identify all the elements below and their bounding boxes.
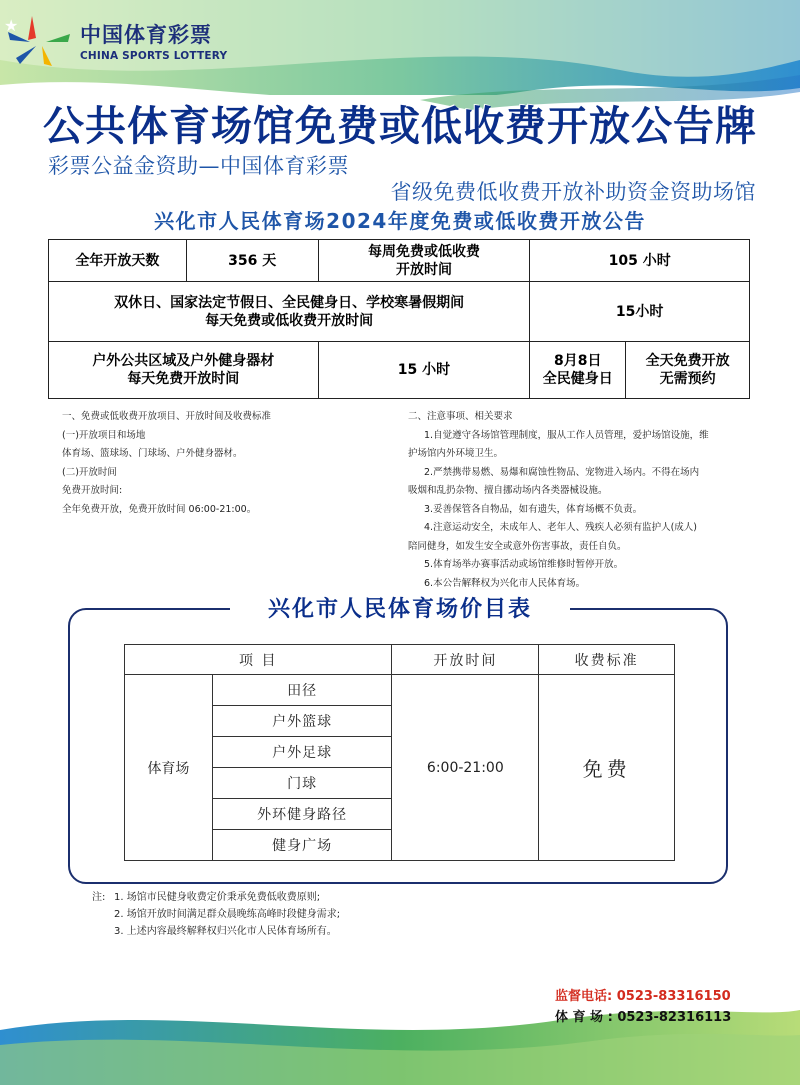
rules-open-items: [62, 408, 407, 519]
supervise-label: 监督电话:: [555, 989, 613, 1004]
open-time: 6:00-21:00: [392, 675, 539, 861]
brand-name-cn: 中国体育彩票: [80, 22, 212, 47]
rules-left-line: 一、免费或低收费开放项目、开放时间及收费标准: [62, 411, 272, 422]
subtitle-lottery: 彩票公益金资助—中国体育彩票: [48, 154, 349, 178]
fee-standard: 免费: [539, 675, 675, 861]
fitness-day-note-line2: 无需预约: [659, 371, 716, 387]
rules-left-line: (一)开放项目和场地: [62, 429, 146, 441]
annual-days-label: 全年开放天数: [49, 240, 187, 282]
outdoor-hours-label-line1: 户外公共区域及户外健身器材: [92, 353, 275, 369]
holiday-hours-label: [49, 282, 530, 342]
rules-left-line: 全年免费开放，免费开放时间 06:00-21:00。: [62, 503, 257, 515]
rules-notices: [408, 408, 753, 593]
price-header-row: [125, 645, 675, 675]
weekly-hours-label: [318, 240, 530, 282]
price-item: 田径: [212, 675, 392, 706]
rules-left-line: 免费开放时间:: [62, 485, 123, 496]
note-item: 2. 场馆开放时间满足群众晨晚练高峰时段健身需求;: [114, 909, 341, 920]
rule-item-cont: 陪同健身，如发生安全或意外伤害事故，责任自负。: [408, 540, 627, 552]
supervise-phone: 0523-83316150: [616, 989, 731, 1004]
rule-item-cont: 吸烟和乱扔杂物、擅自挪动场内各类器械设施。: [408, 485, 608, 496]
supervise-phone-line: [555, 986, 731, 1007]
weekly-hours-label-line2: 开放时间: [395, 261, 452, 278]
header-item: 项 目: [125, 645, 392, 675]
page-title: 公共体育场馆免费或低收费开放公告牌: [43, 102, 757, 150]
note-item: 3. 上述内容最终解释权归兴化市人民体育场所有。: [114, 926, 337, 937]
price-item: 户外足球: [212, 737, 392, 768]
hours-row-outdoor: [49, 342, 750, 399]
holiday-hours-label-line1: 双休日、国家法定节假日、全民健身日、学校寒暑假期间: [114, 294, 465, 311]
note-item: 1. 场馆市民健身收费定价秉承免费低收费原则;: [114, 892, 321, 903]
holiday-hours-label-line2: 每天免费或低收费开放时间: [205, 312, 374, 329]
notes-label: 注:: [92, 892, 106, 903]
fitness-day-date: 8月8日: [553, 353, 602, 369]
notice-title: 兴化市人民体育场2024年度免费或低收费开放公告: [154, 209, 646, 233]
rule-item: 4.注意运动安全，未成年人、老年人、残疾人必须有监护人(成人): [424, 522, 697, 533]
outdoor-hours-value: 15 小时: [318, 342, 530, 399]
subtitle-subsidy: 省级免费低收费开放补助资金资助场馆: [390, 180, 756, 204]
rule-item-cont: 护场馆内外环境卫生。: [408, 448, 504, 459]
rules-right-heading: 二、注意事项、相关要求: [408, 411, 513, 422]
rule-item: 6.本公告解释权为兴化市人民体育场。: [424, 577, 586, 589]
price-item: 门球: [212, 768, 392, 799]
rules-left-line: (二)开放时间: [62, 466, 117, 478]
price-item: 外环健身路径: [212, 799, 392, 830]
rule-item: 3.妥善保管各自物品，如有遗失，体育场概不负责。: [424, 503, 643, 515]
venue-name: 体育场: [125, 675, 213, 861]
venue-label: 体 育 场 :: [555, 1010, 613, 1025]
rule-item: 1.自觉遵守各场馆管理制度，服从工作人员管理，爱护场馆设施，维: [424, 429, 709, 441]
price-list-title: 兴化市人民体育场价目表: [230, 592, 570, 623]
fitness-day-note-line1: 全天免费开放: [645, 353, 730, 369]
weekly-hours-value: 105 小时: [530, 240, 750, 282]
fitness-day-note: [626, 342, 750, 399]
price-list-table: [124, 644, 675, 861]
contact-info: [555, 986, 731, 1028]
hours-row-holiday: [49, 282, 750, 342]
opening-hours-table: [48, 239, 750, 399]
annual-days-value: 356 天: [186, 240, 318, 282]
price-item: 健身广场: [212, 830, 392, 861]
price-item: 户外篮球: [212, 706, 392, 737]
star-icon: ★: [4, 16, 19, 35]
brand-name-en: CHINA SPORTS LOTTERY: [80, 49, 228, 62]
rules-left-line: 体育场、篮球场、门球场、户外健身器材。: [62, 448, 243, 459]
outdoor-hours-label: [49, 342, 319, 399]
header-time: 开放时间: [392, 645, 539, 675]
fitness-day-cell: [530, 342, 626, 399]
hours-row-annual: [49, 240, 750, 282]
rule-item: 2.严禁携带易燃、易爆和腐蚀性物品、宠物进入场内。不得在场内: [424, 466, 700, 478]
venue-phone-line: [555, 1007, 731, 1028]
rule-item: 5.体育场举办赛事活动或场馆维修时暂停开放。: [424, 559, 624, 570]
venue-phone: 0523-82316113: [617, 1010, 732, 1025]
brand-logo: [6, 12, 227, 68]
footnotes: [92, 889, 340, 940]
table-row: [125, 675, 675, 706]
weekly-hours-label-line1: 每周免费或低收费: [367, 243, 480, 260]
header-fee: 收费标准: [539, 645, 675, 675]
outdoor-hours-label-line2: 每天免费开放时间: [127, 371, 240, 387]
fitness-day-label: 全民健身日: [542, 371, 613, 387]
holiday-hours-value: 15小时: [530, 282, 750, 342]
